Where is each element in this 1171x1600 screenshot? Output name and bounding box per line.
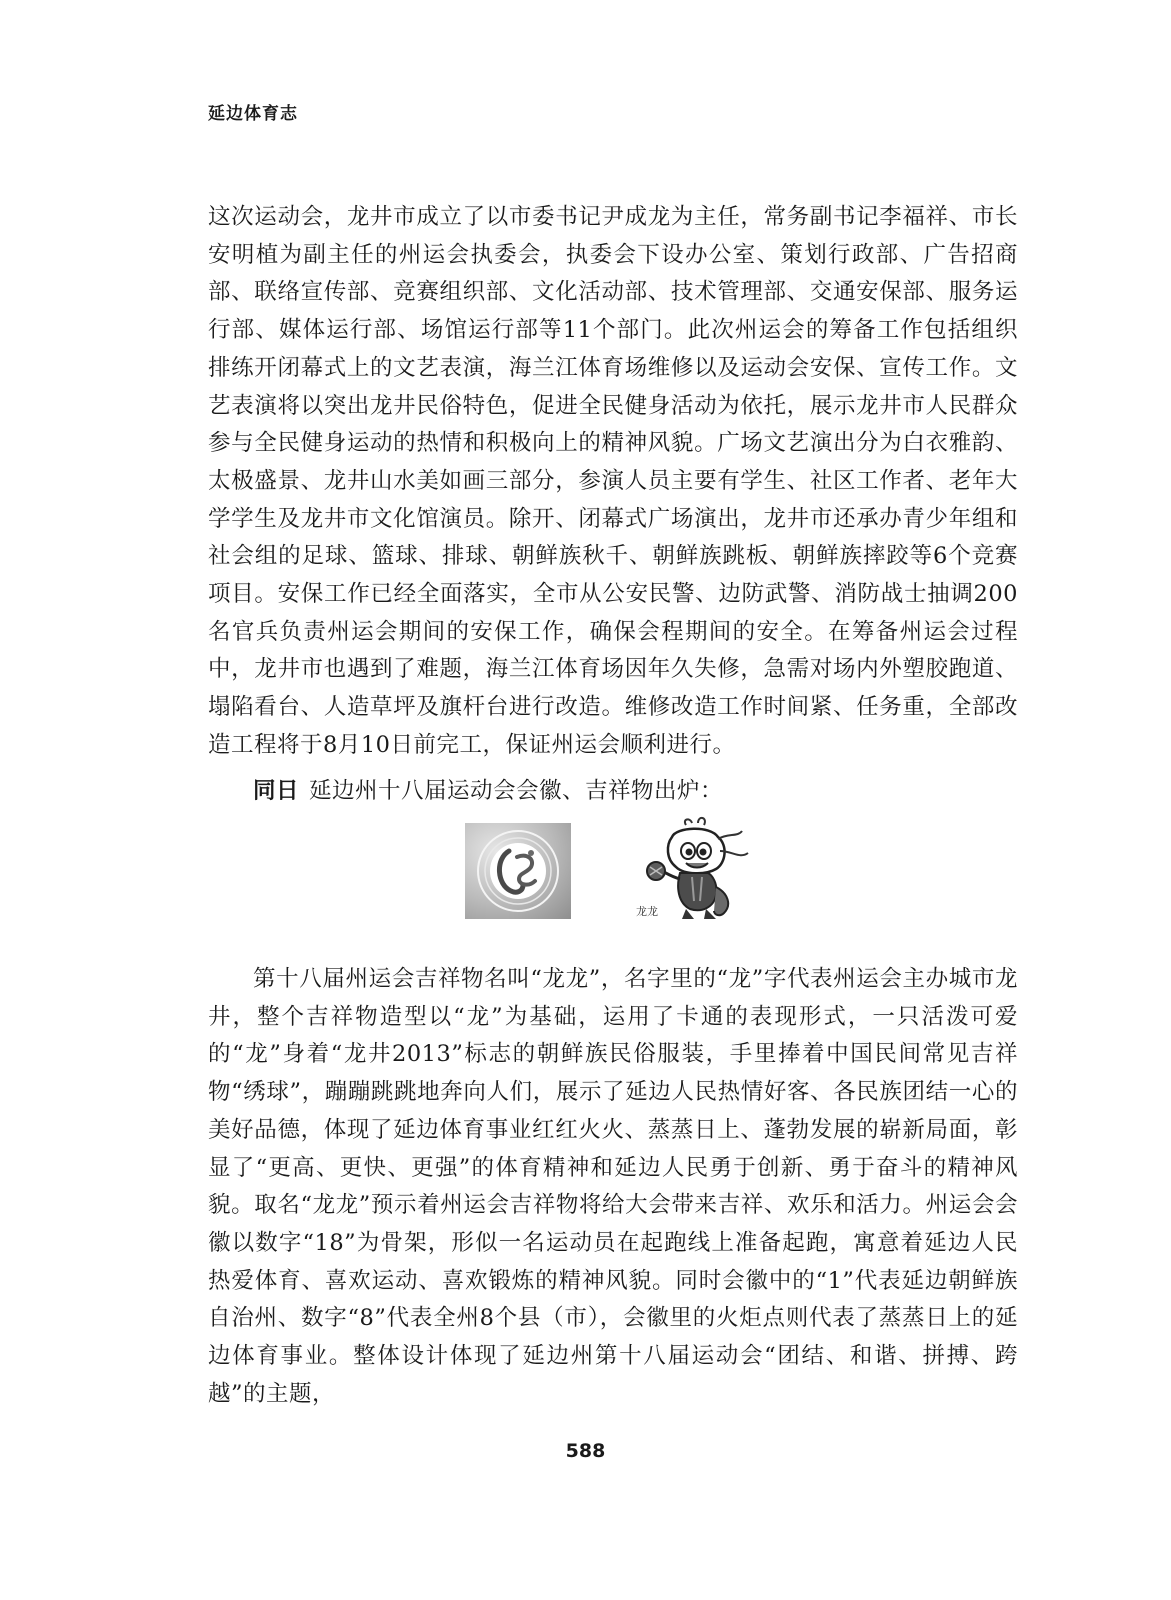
dragon-mascot-icon	[628, 815, 758, 927]
body-paragraph-2	[208, 773, 1018, 811]
body-paragraph-1: 这次运动会，龙井市成立了以市委书记尹成龙为主任，常务副书记李福祥、市长安明植为副主任的州运会执委会，执委会下设办公室、策划行政部、广告招商部、联络宣传部、竞赛组织部、文化活动部、技术管理部、交通安保部、服务运行部、媒体运行部、场馆运行部等11个部门。此次州运会的筹备工作包括组织排练开闭幕式上的文艺表演，海兰江体育场维修以及运动会安保、宣传工作。文艺表演将以突出龙井民俗特色，促进全民健身活动为依托，展示龙井市人民群众参与全民健身运动的热情和积极向上的精神风貌。广场文艺演出分为白衣雅韵、太极盛景、龙井山水美如画三部分，参演人员主要有学生、社区工作者、老年大学学生及龙井市文化馆演员。除开、闭幕式广场演出，龙井市还承办青少年组和社会组的足球、篮球、排球、朝鲜族秋千、朝鲜族跳板、朝鲜族摔跤等6个竞赛项目。安保工作已经全面落实，全市从公安民警、边防武警、消防战士抽调200名官兵负责州运会期间的安保工作，确保会程期间的安全。在筹备州运会过程中，龙井市也遇到了难题，海兰江体育场因年久失修，急需对场内外塑胶跑道、塌陷看台、人造草坪及旗杆台进行改造。维修改造工作时间紧、任务重，全部改造工程将于8月10日前完工，保证州运会顺利进行。	[208, 204, 1018, 758]
games-emblem-icon	[465, 823, 571, 919]
page-number: 588	[565, 1440, 606, 1462]
running-header: 延边体育志	[208, 104, 298, 124]
announcement-text: 延边州十八届运动会会徽、吉祥物出炉：	[309, 778, 724, 804]
date-lead: 同日	[253, 778, 300, 804]
body-paragraph-3: 第十八届州运会吉祥物名叫“龙龙”，名字里的“龙”字代表州运会主办城市龙井，整个吉祥物造型以“龙”为基础，运用了卡通的表现形式，一只活泼可爱的“龙”身着“龙井2013”标志的朝鲜族民俗服装，手里捧着中国民间常见吉祥物“绣球”，蹦蹦跳跳地奔向人们，展示了延边人民热情好客、各民族团结一心的美好品德，体现了延边体育事业红红火火、蒸蒸日上、蓬勃发展的崭新局面，彰显了“更高、更快、更强”的体育精神和延边人民勇于创新、勇于奋斗的精神风貌。取名“龙龙”预示着州运会吉祥物将给大会带来吉祥、欢乐和活力。州运会会徽以数字“18”为骨架，形似一名运动员在起跑线上准备起跑，寓意着延边人民热爱体育、喜欢运动、喜欢锻炼的精神风貌。同时会徽中的“1”代表延边朝鲜族自治州、数字“8”代表全州8个县（市），会徽里的火炬点则代表了蒸蒸日上的延边体育事业。整体设计体现了延边州第十八届运动会“团结、和谐、拼搏、跨越”的主题，	[208, 966, 1018, 1407]
mascot-caption: 龙龙	[636, 905, 658, 918]
